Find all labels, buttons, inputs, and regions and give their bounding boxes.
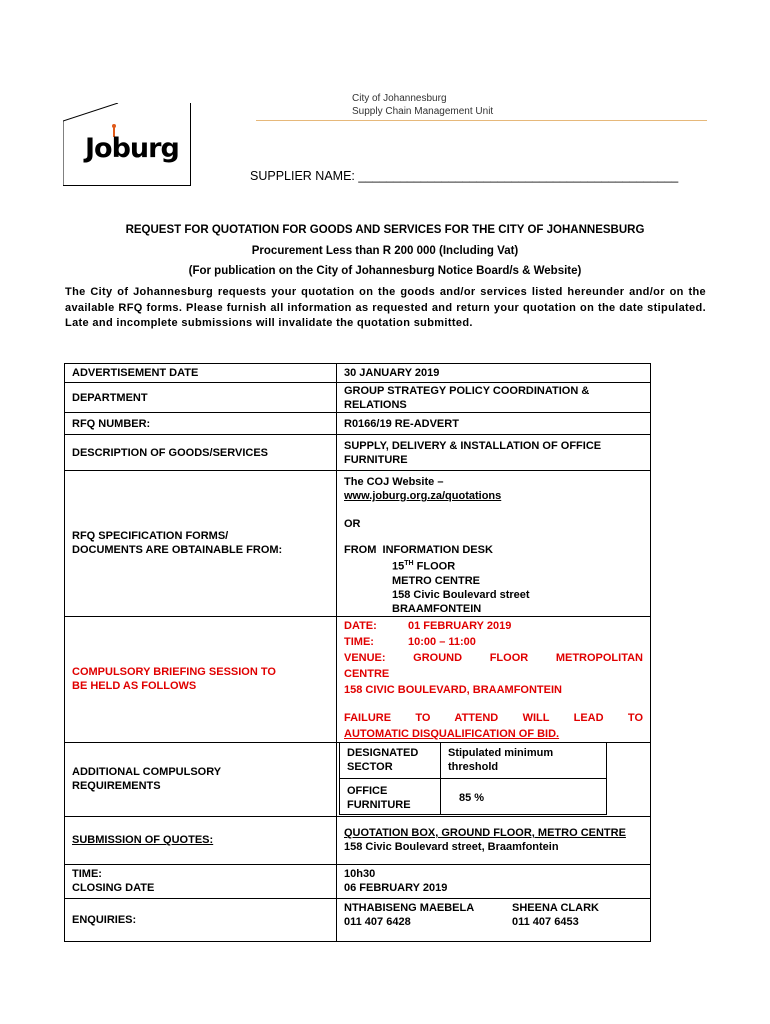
header-divider <box>256 120 707 121</box>
org-name-line1: City of Johannesburg <box>352 93 447 104</box>
briefing-label <box>65 616 337 742</box>
closing-label <box>65 864 337 898</box>
threshold-value: 85 % <box>441 779 607 815</box>
closing-value <box>337 864 651 898</box>
table-row <box>65 471 651 617</box>
briefing-warning-line2: AUTOMATIC DISQUALIFICATION OF BID. <box>344 727 560 740</box>
forms-building: METRO CENTRE <box>392 574 480 587</box>
table-row <box>65 383 651 413</box>
contacts <box>344 901 643 929</box>
enquiries-value <box>337 898 651 941</box>
rfq-number-label: RFQ NUMBER: <box>65 413 337 435</box>
supplier-name-field: SUPPLIER NAME: ______________________________________________ <box>250 169 679 183</box>
table-row <box>65 616 651 742</box>
sector-value: OFFICE FURNITURE <box>340 779 441 815</box>
advert-date-value: 30 JANUARY 2019 <box>337 364 651 383</box>
additional-value <box>337 742 651 816</box>
forms-website-link[interactable]: www.joburg.org.za/quotations <box>344 490 502 502</box>
briefing-venue-line2: CENTRE <box>344 667 390 680</box>
contact-1-phone: 011 407 6428 <box>344 915 411 928</box>
closing-date-label: CLOSING DATE <box>72 882 155 895</box>
table-row <box>65 413 651 435</box>
forms-street: 158 Civic Boulevard street <box>392 588 530 601</box>
org-name-line2: Supply Chain Management Unit <box>352 106 494 117</box>
organisation-name <box>352 92 493 118</box>
forms-label <box>65 471 337 617</box>
closing-date-value: 06 FEBRUARY 2019 <box>344 882 448 895</box>
joburg-logo <box>63 103 191 186</box>
forms-label-line2: DOCUMENTS ARE OBTAINABLE FROM: <box>72 544 283 557</box>
additional-label <box>65 742 337 816</box>
department-label: DEPARTMENT <box>65 383 337 413</box>
forms-floor: 15TH FLOOR <box>392 560 456 573</box>
submission-value-line2: 158 Civic Boulevard street, Braamfontein <box>344 841 559 854</box>
briefing-venue-line3: 158 CIVIC BOULEVARD, BRAAMFONTEIN <box>344 683 562 696</box>
contact-1 <box>344 901 512 929</box>
forms-from: FROM <box>344 544 377 556</box>
time-value: 10h30 <box>344 868 376 881</box>
contact-2-phone: 011 407 6453 <box>512 915 579 928</box>
department-value: GROUP STRATEGY POLICY COORDINATION & RELATIONS <box>337 383 651 413</box>
document-subtitle-2: (For publication on the City of Johannesburg Notice Board/s & Website) <box>188 265 582 277</box>
submission-value-line1: QUOTATION BOX, GROUND FLOOR, METRO CENTRE <box>344 827 626 840</box>
table-row <box>65 364 651 383</box>
contact-2-name: SHEENA CLARK <box>512 901 599 914</box>
advert-date-label: ADVERTISEMENT DATE <box>65 364 337 383</box>
forms-desk: INFORMATION DESK <box>382 544 493 556</box>
forms-website-label: The COJ Website – <box>344 476 444 488</box>
intro-paragraph: The City of Johannesburg requests your quotation on the goods and/or services listed hereunder and/or on the available RFQ forms. Please furnish all information as requested and return your quotation on the date stipulated. Late and incomplete submissions will invalidate the quotation submitted. <box>65 286 706 329</box>
logo-wordmark: Joburg <box>85 133 179 164</box>
briefing-label-line1: COMPULSORY BRIEFING SESSION TO <box>72 666 276 679</box>
briefing-venue-line1: VENUE: GROUND FLOOR METROPOLITAN <box>344 651 643 664</box>
table-row <box>65 816 651 864</box>
table-row <box>340 779 607 815</box>
time-label: TIME: <box>72 868 102 881</box>
forms-label-line1: RFQ SPECIFICATION FORMS/ <box>72 530 229 543</box>
submission-label: SUBMISSION OF QUOTES: <box>65 816 337 864</box>
forms-suburb: BRAAMFONTEIN <box>392 602 482 615</box>
threshold-header: Stipulated minimum threshold <box>441 743 607 779</box>
contact-2 <box>512 901 599 929</box>
forms-value <box>337 471 651 617</box>
table-row <box>65 864 651 898</box>
table-row <box>65 742 651 816</box>
table-row <box>65 435 651 471</box>
document-subtitle-1: Procurement Less than R 200 000 (Including Vat) <box>251 245 519 257</box>
briefing-value <box>337 616 651 742</box>
forms-from-line <box>344 543 643 557</box>
submission-value <box>337 816 651 864</box>
rfq-details-table <box>64 363 651 942</box>
table-row <box>340 743 607 779</box>
enquiries-label: ENQUIRIES: <box>65 898 337 941</box>
rfq-number-value: R0166/19 RE-ADVERT <box>337 413 651 435</box>
briefing-warning-line1: FAILURE TO ATTEND WILL LEAD TO <box>344 711 643 724</box>
additional-label-line1: ADDITIONAL COMPULSORY <box>72 766 222 779</box>
description-label: DESCRIPTION OF GOODS/SERVICES <box>65 435 337 471</box>
briefing-time: TIME: 10:00 – 11:00 <box>344 635 476 648</box>
briefing-label-line2: BE HELD AS FOLLOWS <box>72 680 197 693</box>
forms-or: OR <box>344 518 361 530</box>
document-title: REQUEST FOR QUOTATION FOR GOODS AND SERVICES FOR THE CITY OF JOHANNESBURG <box>125 224 645 236</box>
contact-1-name: NTHABISENG MAEBELA <box>344 901 475 914</box>
additional-label-line2: REQUIREMENTS <box>72 780 161 793</box>
sector-threshold-table <box>339 743 607 816</box>
briefing-date: DATE: 01 FEBRUARY 2019 <box>344 619 512 632</box>
table-row <box>65 898 651 941</box>
description-value: SUPPLY, DELIVERY & INSTALLATION OF OFFICE FURNITURE <box>337 435 651 471</box>
sector-header: DESIGNATED SECTOR <box>340 743 441 779</box>
